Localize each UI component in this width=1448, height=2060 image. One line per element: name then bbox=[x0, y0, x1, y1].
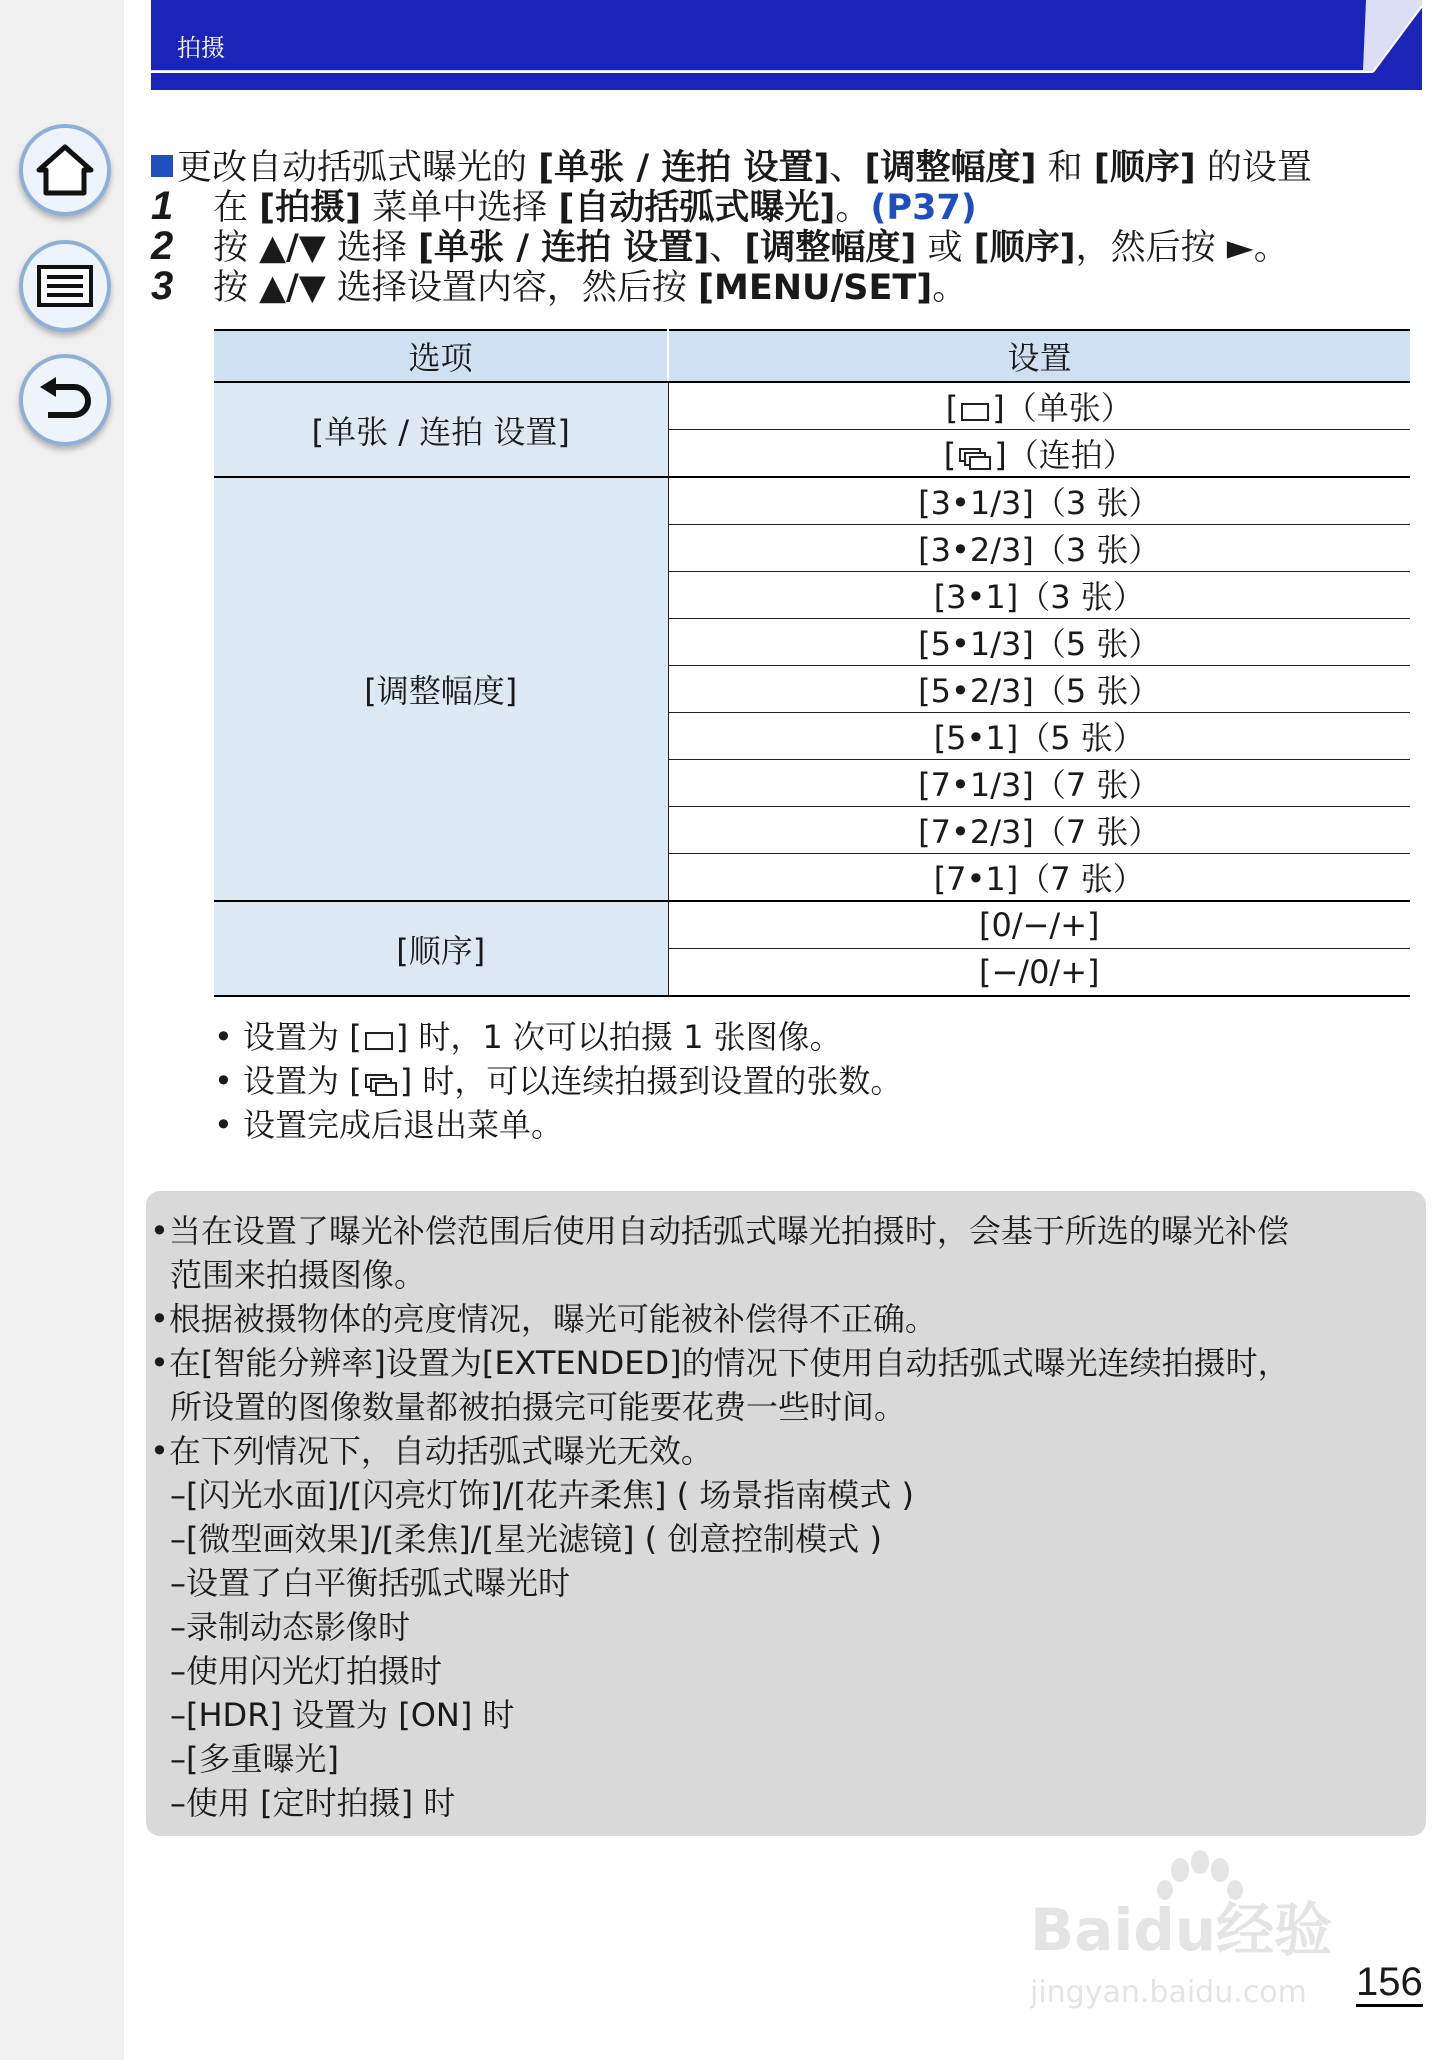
note-line: 范围来拍摄图像。 bbox=[170, 1256, 427, 1294]
note-sub-item: –设置了白平衡括弧式曝光时 bbox=[170, 1564, 571, 1602]
table-header-option: 选项 bbox=[214, 330, 668, 382]
step-3: 3 按 ▲/▼ 选择设置内容，然后按 [MENU/SET]。 bbox=[151, 264, 968, 308]
value-cell: [5•1/3]（5 张） bbox=[668, 619, 1410, 666]
page-number: 156 bbox=[1356, 1960, 1423, 2007]
table-header-setting: 设置 bbox=[668, 330, 1410, 382]
notes-box bbox=[146, 1191, 1426, 1836]
value-cell: [ ]（连拍） bbox=[668, 430, 1410, 478]
value-cell: [5•2/3]（5 张） bbox=[668, 666, 1410, 713]
value-cell: [ ]（单张） bbox=[668, 382, 1410, 430]
table-row bbox=[214, 382, 1410, 430]
table-row bbox=[214, 901, 1410, 949]
step-1: 1 在 [拍摄] 菜单中选择 [自动括弧式曝光]。(P37) bbox=[151, 184, 977, 228]
bullet-item: • 设置为 [ ] 时，1 次可以拍摄 1 张图像。 bbox=[214, 1018, 842, 1056]
value-cell: [−/0/+] bbox=[668, 949, 1410, 997]
page-section-title: 拍摄 bbox=[177, 34, 225, 62]
note-sub-item: –录制动态影像时 bbox=[170, 1608, 411, 1646]
menu-button[interactable] bbox=[19, 240, 111, 332]
value-cell: [3•1]（3 张） bbox=[668, 572, 1410, 619]
burst-shot-icon bbox=[959, 448, 991, 470]
step-2: 2 按 ▲/▼ 选择 [单张 / 连拍 设置]、[调整幅度] 或 [顺序]，然后按 ►。 bbox=[151, 224, 1289, 268]
option-cell-sequence: [顺序] bbox=[214, 901, 668, 996]
back-button[interactable] bbox=[19, 354, 111, 446]
menu-list-icon bbox=[36, 264, 94, 308]
value-cell: [7•2/3]（7 张） bbox=[668, 807, 1410, 854]
note-sub-item: –[闪光水面]/[闪亮灯饰]/[花卉柔焦] ( 场景指南模式 ) bbox=[170, 1476, 914, 1514]
note-sub-item: –使用闪光灯拍摄时 bbox=[170, 1652, 443, 1690]
single-shot-icon bbox=[961, 403, 989, 421]
home-icon bbox=[36, 144, 94, 196]
section-heading: 更改自动括弧式曝光的 [单张 / 连拍 设置]、[调整幅度] 和 [顺序] 的设置 bbox=[151, 140, 1312, 190]
table-header-row bbox=[214, 330, 1410, 382]
home-button[interactable] bbox=[19, 124, 111, 216]
note-sub-item: –[HDR] 设置为 [ON] 时 bbox=[170, 1696, 515, 1734]
note-line: •根据被摄物体的亮度情况，曝光可能被补偿得不正确。 bbox=[150, 1300, 937, 1338]
heading-bullet-square bbox=[151, 155, 173, 177]
baidu-watermark bbox=[1030, 1840, 1360, 2020]
value-cell: [0/−/+] bbox=[668, 901, 1410, 949]
svg-text:Baidu经验: Baidu经验 bbox=[1030, 1896, 1333, 1964]
option-cell-single-burst: [单张 / 连拍 设置] bbox=[214, 382, 668, 477]
back-arrow-icon bbox=[36, 375, 94, 425]
burst-shot-icon bbox=[365, 1074, 397, 1096]
note-line: 所设置的图像数量都被拍摄完可能要花费一些时间。 bbox=[170, 1388, 907, 1426]
page-link-p37[interactable]: (P37) bbox=[870, 188, 977, 228]
note-sub-item: –[多重曝光] bbox=[170, 1740, 339, 1778]
settings-table bbox=[214, 329, 1410, 997]
single-shot-icon bbox=[365, 1032, 393, 1050]
option-cell-step: [调整幅度] bbox=[214, 477, 668, 901]
note-sub-item: –使用 [定时拍摄] 时 bbox=[170, 1784, 456, 1822]
note-line: •在[智能分辨率]设置为[EXTENDED]的情况下使用自动括弧式曝光连续拍摄时， bbox=[150, 1344, 1290, 1382]
value-cell: [3•1/3]（3 张） bbox=[668, 477, 1410, 525]
note-sub-item: –[微型画效果]/[柔焦]/[星光滤镜] ( 创意控制模式 ) bbox=[170, 1520, 882, 1558]
table-row bbox=[214, 477, 1410, 525]
value-cell: [7•1]（7 张） bbox=[668, 854, 1410, 902]
bullet-item: • 设置完成后退出菜单。 bbox=[214, 1106, 564, 1144]
value-cell: [3•2/3]（3 张） bbox=[668, 525, 1410, 572]
note-line: •当在设置了曝光补偿范围后使用自动括弧式曝光拍摄时，会基于所选的曝光补偿 bbox=[150, 1212, 1289, 1250]
header-band bbox=[151, 0, 1422, 90]
value-cell: [7•1/3]（7 张） bbox=[668, 760, 1410, 807]
note-line: •在下列情况下，自动括弧式曝光无效。 bbox=[150, 1432, 713, 1470]
svg-text:jingyan.baidu.com: jingyan.baidu.com bbox=[1030, 1975, 1307, 2010]
table-notes bbox=[214, 1015, 902, 1147]
bullet-item: • 设置为 [ ] 时，可以连续拍摄到设置的张数。 bbox=[214, 1062, 903, 1100]
value-cell: [5•1]（5 张） bbox=[668, 713, 1410, 760]
